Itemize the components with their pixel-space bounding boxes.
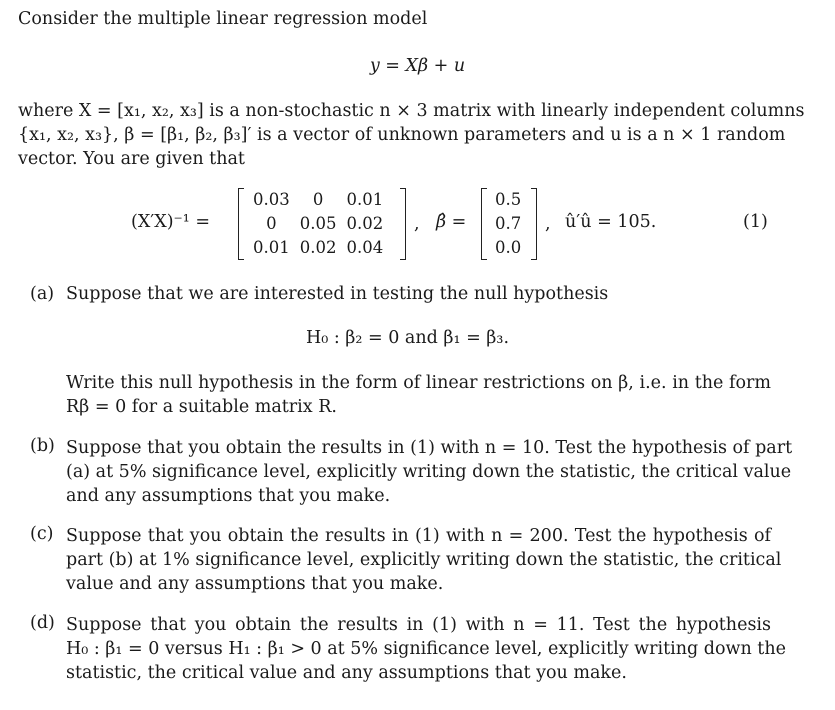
vector-row: [490, 188, 526, 212]
part-b-line-2: (a) at 5% significance level, explicitly writing down the statistic, the critical value: [66, 462, 792, 482]
matrix-cell: 0.01: [253, 238, 290, 257]
part-d-line-3: statistic, the critical value and any assumptions that you make.: [66, 663, 627, 683]
left-bracket: [481, 188, 487, 260]
description-line-2: {x₁, x₂, x₃}, β = [β₁, β₂, β₃]′ is a vector of unknown parameters and u is a n × 1 random: [18, 125, 786, 145]
equation-number: (1): [743, 212, 768, 232]
description-line-3: vector. You are given that: [18, 149, 245, 169]
vector-cell: 0.7: [495, 214, 522, 233]
matrix-row: [248, 236, 388, 260]
part-a-line-1: Write this null hypothesis in the form of linear restrictions on β, i.e. in the form: [66, 373, 771, 393]
vector-row: [490, 212, 526, 236]
right-bracket: [531, 188, 537, 260]
part-b-body: [66, 436, 793, 508]
residual-sum-of-squares: û′û = 105.: [565, 212, 657, 232]
right-bracket: [400, 188, 406, 260]
xtx-inverse-matrix: [238, 188, 406, 260]
vector-row: [490, 236, 526, 260]
model-equation: y = Xβ + u: [369, 56, 466, 76]
vector-cell: 0.5: [495, 190, 522, 209]
matrix-cell: 0: [312, 190, 324, 209]
part-c-line-2: part (b) at 1% significance level, explicitly writing down the statistic, the critical: [66, 550, 782, 570]
part-b-line-1: Suppose that you obtain the results in (1) with n = 10. Test the hypothesis of part: [66, 438, 793, 458]
part-d-label: (d): [30, 613, 55, 633]
xtx-inverse-label: (X′X)⁻¹ =: [131, 212, 211, 232]
part-d-line-2: H₀ : β₁ = 0 versus H₁ : β₁ > 0 at 5% significance level, explicitly writing down the: [66, 639, 786, 659]
description-line-1: where X = [x₁, x₂, x₃] is a non-stochastic n × 3 matrix with linearly independent columns: [18, 101, 805, 121]
description-paragraph: [18, 99, 805, 171]
part-c-label: (c): [30, 524, 54, 544]
vector-cell: 0.0: [495, 238, 522, 257]
matrix-cell: 0.02: [299, 238, 337, 257]
part-c-line-1: Suppose that you obtain the results in (1) with n = 200. Test the hypothesis of: [66, 526, 771, 546]
part-c-body: [66, 524, 782, 596]
matrix-cell: 0.01: [346, 190, 384, 209]
matrix-cell: 0.02: [346, 214, 384, 233]
beta-hat-vector: [481, 188, 537, 260]
beta-hat-table: [490, 188, 526, 260]
intro-text: Consider the multiple linear regression model: [18, 9, 428, 29]
matrix-cell: 0.04: [346, 238, 384, 257]
part-a-line-2: Rβ = 0 for a suitable matrix R.: [66, 397, 337, 417]
part-d-line-1: Suppose that you obtain the results in (1) with n = 11. Test the hypothesis: [66, 615, 771, 635]
part-a-followup: [66, 371, 771, 419]
xtx-inverse-table: [248, 188, 388, 260]
matrix-row: [248, 188, 388, 212]
part-d-body: [66, 613, 786, 685]
part-b-label: (b): [30, 436, 55, 456]
matrix-cell: 0: [266, 214, 277, 233]
part-c-line-3: value and any assumptions that you make.: [66, 574, 444, 594]
comma-separator: ,: [545, 214, 551, 234]
part-b-line-3: and any assumptions that you make.: [66, 486, 391, 506]
null-hypothesis: H₀ : β₂ = 0 and β₁ = β₃.: [306, 328, 510, 348]
matrix-cell: 0.05: [299, 214, 337, 233]
part-a-text: Suppose that we are interested in testing the null hypothesis: [66, 284, 609, 304]
left-bracket: [238, 188, 244, 260]
comma-separator: ,: [414, 214, 420, 234]
matrix-cell: 0.03: [253, 190, 290, 209]
matrix-row: [248, 212, 388, 236]
beta-hat-label: β̂ =: [436, 212, 467, 232]
part-a-label: (a): [30, 284, 55, 304]
